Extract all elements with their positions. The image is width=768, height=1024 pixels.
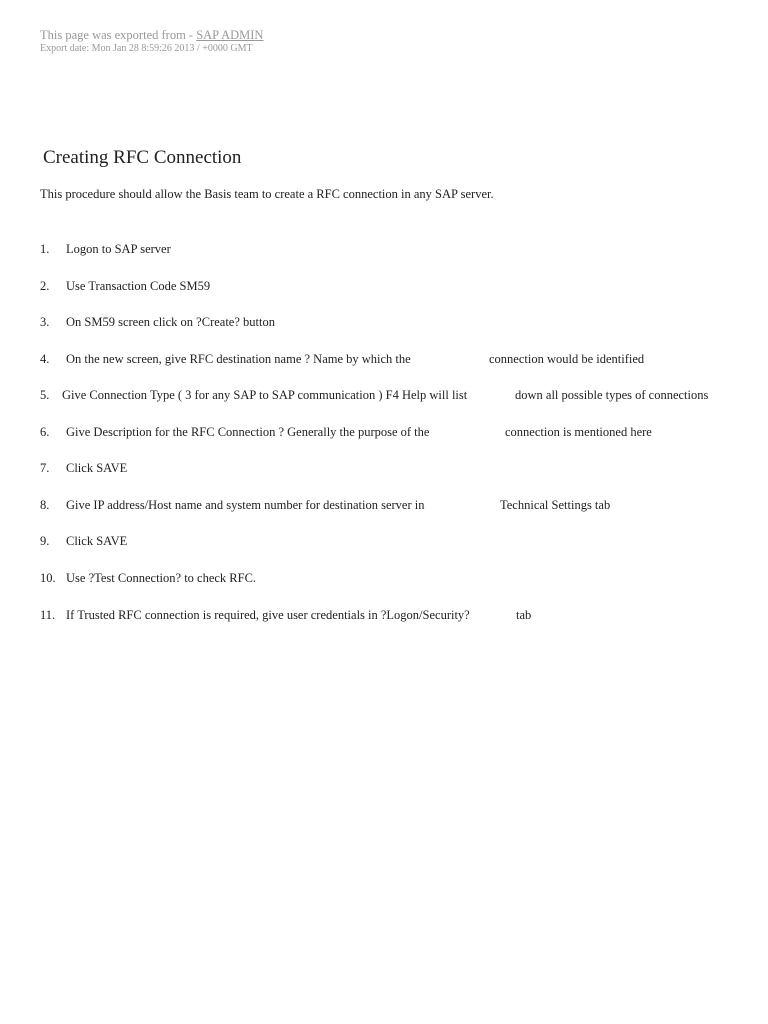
step-continuation: connection is mentioned here bbox=[505, 425, 652, 439]
step-text: Use ?Test Connection? to check RFC. bbox=[66, 571, 257, 585]
step-text: Click SAVE bbox=[66, 461, 128, 475]
step-number: 11. bbox=[40, 608, 56, 622]
step-number: 7. bbox=[40, 461, 50, 475]
export-source-line bbox=[40, 28, 263, 43]
step-continuation: Technical Settings tab bbox=[500, 498, 611, 512]
step-number: 2. bbox=[40, 279, 50, 293]
step-number: 9. bbox=[40, 534, 50, 548]
step-number: 5. bbox=[40, 388, 50, 402]
intro-paragraph: This procedure should allow the Basis team to create a RFC connection in any SAP server. bbox=[40, 187, 494, 201]
page-title: Creating RFC Connection bbox=[43, 147, 242, 168]
step-text: Give IP address/Host name and system number for destination server in bbox=[66, 498, 425, 512]
step-text: Give Connection Type ( 3 for any SAP to SAP communication ) F4 Help will list bbox=[62, 388, 468, 402]
export-header bbox=[40, 28, 263, 54]
step-text: If Trusted RFC connection is required, give user credentials in ?Logon/Security? bbox=[66, 608, 470, 622]
step-text: Logon to SAP server bbox=[66, 242, 171, 256]
export-prefix: This page was exported from - bbox=[40, 28, 197, 42]
step-number: 10. bbox=[40, 571, 56, 585]
sap-admin-link[interactable]: SAP ADMIN bbox=[196, 28, 264, 42]
step-text: Give Description for the RFC Connection ? Generally the purpose of the bbox=[66, 425, 430, 439]
step-continuation: down all possible types of connections bbox=[515, 388, 709, 402]
step-text: Click SAVE bbox=[66, 534, 128, 548]
step-text: On the new screen, give RFC destination name ? Name by which the bbox=[66, 352, 411, 366]
export-date: Export date: Mon Jan 28 8:59:26 2013 / +0000 GMT bbox=[40, 43, 253, 54]
step-continuation: tab bbox=[516, 608, 532, 622]
step-text: Use Transaction Code SM59 bbox=[66, 279, 211, 293]
step-number: 4. bbox=[40, 352, 50, 366]
step-continuation: connection would be identified bbox=[489, 352, 645, 366]
step-number: 6. bbox=[40, 425, 50, 439]
step-number: 1. bbox=[40, 242, 50, 256]
step-number: 3. bbox=[40, 315, 50, 329]
step-text: On SM59 screen click on ?Create? button bbox=[66, 315, 275, 329]
step-number: 8. bbox=[40, 498, 50, 512]
